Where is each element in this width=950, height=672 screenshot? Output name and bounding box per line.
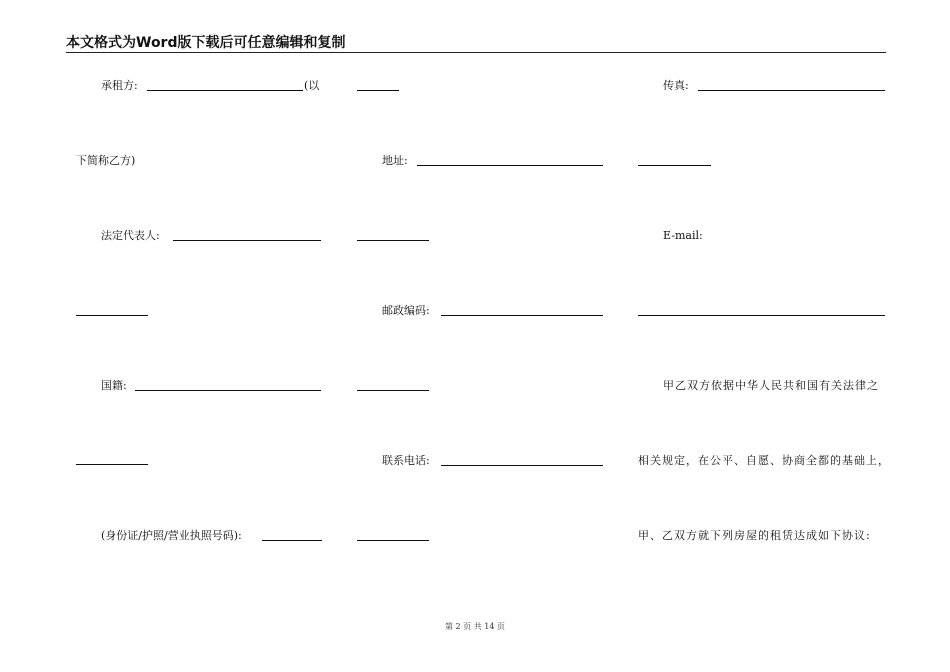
id-blank[interactable] xyxy=(262,540,322,541)
legal-rep-label: 法定代表人: xyxy=(101,229,160,242)
blank-line[interactable] xyxy=(638,315,885,316)
fax-blank[interactable] xyxy=(698,90,885,91)
lessee-blank[interactable] xyxy=(147,90,303,91)
postcode-label: 邮政编码: xyxy=(382,304,430,317)
blank-line[interactable] xyxy=(638,165,711,166)
blank-line[interactable] xyxy=(357,540,429,541)
email-label: E-mail: xyxy=(663,229,703,242)
lessee-label: 承租方: xyxy=(101,79,138,92)
page-number: 第 2 页 共 14 页 xyxy=(445,622,505,631)
nationality-label: 国籍: xyxy=(101,379,127,392)
agreement-paragraph-line: 相关规定，在公平、自愿、协商全都的基础上， xyxy=(638,454,890,467)
phone-label: 联系电话: xyxy=(382,454,430,467)
legal-rep-blank[interactable] xyxy=(173,240,321,241)
lessee-suffix: (以 xyxy=(304,79,320,92)
blank-line[interactable] xyxy=(357,90,399,91)
agreement-paragraph-line: 甲乙双方依据中华人民共和国有关法律之 xyxy=(663,379,879,392)
postcode-blank[interactable] xyxy=(441,315,603,316)
blank-line[interactable] xyxy=(76,464,148,465)
address-label: 地址: xyxy=(382,154,408,167)
blank-line[interactable] xyxy=(76,315,148,316)
address-blank[interactable] xyxy=(417,165,603,166)
blank-line[interactable] xyxy=(357,390,429,391)
phone-blank[interactable] xyxy=(441,465,603,466)
fax-label: 传真: xyxy=(663,79,689,92)
lessee-continuation: 下简称乙方) xyxy=(76,154,136,167)
blank-line[interactable] xyxy=(357,240,429,241)
agreement-paragraph-line: 甲、乙双方就下列房屋的租赁达成如下协议: xyxy=(638,529,871,542)
document-header: 本文格式为Word版下载后可任意编辑和复制 xyxy=(66,35,346,51)
header-rule xyxy=(66,52,886,53)
nationality-blank[interactable] xyxy=(135,390,321,391)
id-label: (身份证/护照/营业执照号码): xyxy=(101,529,242,542)
